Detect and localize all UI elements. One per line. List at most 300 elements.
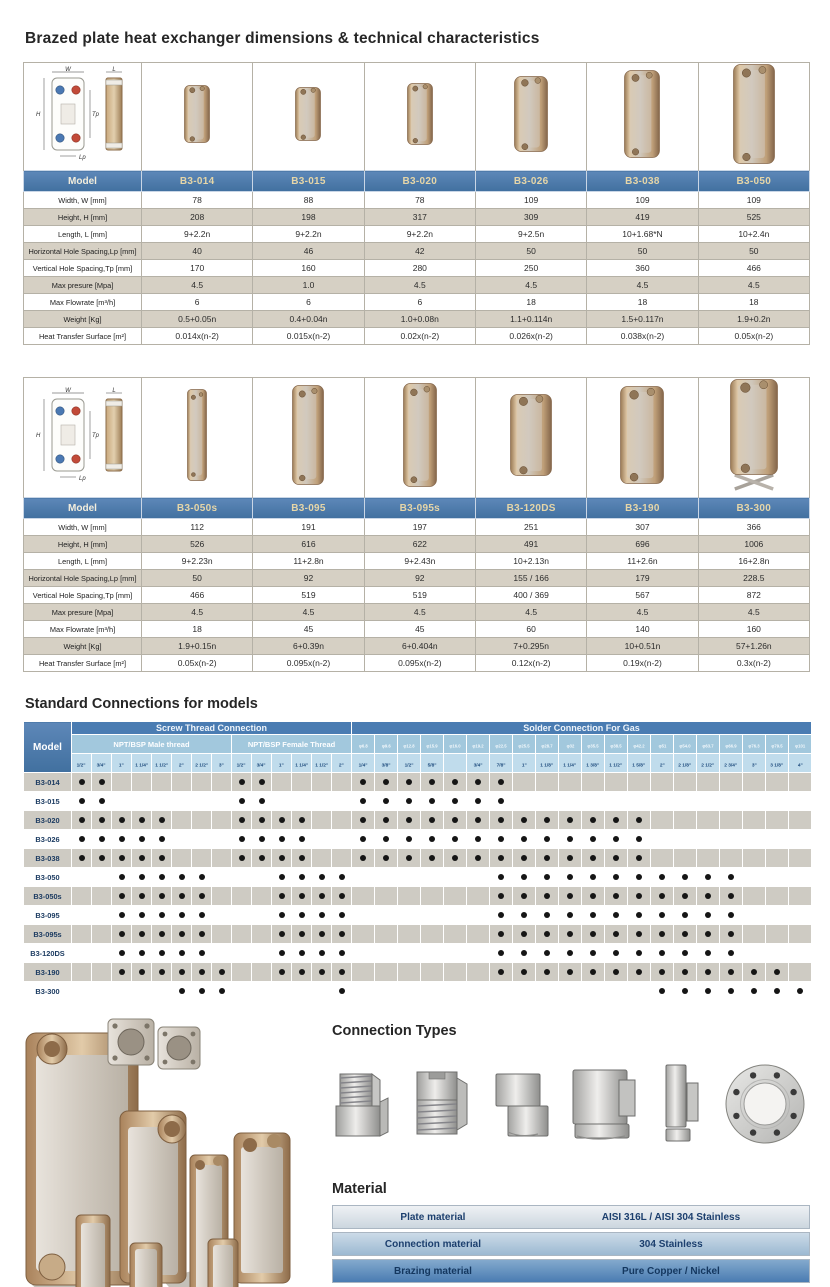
spec-row bbox=[24, 519, 810, 536]
conn-cell-solder bbox=[605, 849, 628, 868]
conn-cell-male bbox=[192, 849, 212, 868]
conn-cell-solder bbox=[789, 792, 812, 811]
conn-cell-solder bbox=[582, 792, 605, 811]
spec-value: 4.5 bbox=[698, 277, 809, 294]
connection-dot bbox=[682, 874, 688, 880]
conn-cell-solder bbox=[467, 944, 490, 963]
conn-cell-male bbox=[152, 849, 172, 868]
conn-cell-male bbox=[152, 982, 172, 1001]
solder-diameter-label: φ51 bbox=[658, 744, 666, 750]
conn-cell-female bbox=[232, 925, 252, 944]
conn-cell-male bbox=[72, 887, 92, 906]
connection-dot bbox=[299, 931, 305, 937]
spec-value: 198 bbox=[253, 209, 364, 226]
spec-row bbox=[24, 294, 810, 311]
solder-diameter-label: φ19.2 bbox=[472, 744, 484, 750]
female-size-label: 2" bbox=[339, 762, 344, 769]
connection-dot bbox=[406, 798, 412, 804]
conn-cell-male bbox=[172, 982, 192, 1001]
connection-dot bbox=[299, 969, 305, 975]
conn-cell-solder bbox=[352, 963, 375, 982]
spec-value: 419 bbox=[587, 209, 698, 226]
spec-row bbox=[24, 553, 810, 570]
connection-dot bbox=[590, 836, 596, 842]
conn-cell-solder bbox=[467, 792, 490, 811]
solder-diameter-header bbox=[444, 735, 467, 754]
connections-row bbox=[24, 925, 812, 944]
spec-value: 491 bbox=[475, 536, 586, 553]
connection-dot bbox=[259, 855, 265, 861]
conn-cell-solder bbox=[559, 944, 582, 963]
conn-cell-solder bbox=[490, 849, 513, 868]
conn-cell-female bbox=[272, 811, 292, 830]
connection-dot bbox=[705, 893, 711, 899]
spec-value: 0.02x(n-2) bbox=[364, 328, 475, 345]
conn-cell-solder bbox=[398, 868, 421, 887]
spec-value: 0.19x(n-2) bbox=[587, 655, 698, 672]
conn-cell-solder bbox=[674, 792, 697, 811]
conn-cell-solder bbox=[559, 887, 582, 906]
connection-dot bbox=[299, 912, 305, 918]
connection-dot bbox=[751, 988, 757, 994]
connection-dot bbox=[159, 817, 165, 823]
solder-diameter-label: φ66.9 bbox=[725, 744, 737, 750]
male-size-header bbox=[132, 754, 152, 773]
solder-size-label: 3/8" bbox=[381, 762, 391, 769]
connection-dot bbox=[590, 950, 596, 956]
conn-cell-solder bbox=[651, 830, 674, 849]
conn-cell-female bbox=[312, 982, 332, 1001]
connection-dot bbox=[159, 912, 165, 918]
conn-cell-male bbox=[152, 925, 172, 944]
male-size-label: 2" bbox=[179, 762, 184, 769]
conn-cell-solder bbox=[628, 925, 651, 944]
connection-dot bbox=[119, 817, 125, 823]
spec-row bbox=[24, 655, 810, 672]
solder-size-label: 1 5/8" bbox=[632, 762, 646, 769]
conn-cell-solder bbox=[674, 830, 697, 849]
spec-value: 0.5+0.05n bbox=[142, 311, 253, 328]
spec-row-label: Height, H [mm] bbox=[24, 536, 142, 553]
conn-cell-male bbox=[112, 982, 132, 1001]
spec-row-label: Vertical Hole Spacing,Tp [mm] bbox=[24, 260, 142, 277]
connections-model-b3-050: B3-050 bbox=[24, 868, 72, 887]
conn-cell-solder bbox=[467, 830, 490, 849]
conn-cell-solder bbox=[375, 830, 398, 849]
connection-dot bbox=[613, 969, 619, 975]
spec-value: 50 bbox=[587, 243, 698, 260]
connection-dot bbox=[728, 950, 734, 956]
exchanger-image bbox=[407, 83, 433, 145]
model-header-b3-095s: B3-095s bbox=[364, 498, 475, 519]
conn-cell-female bbox=[232, 773, 252, 792]
conn-cell-solder bbox=[674, 811, 697, 830]
material-row-label: Brazing material bbox=[394, 1265, 472, 1277]
connection-dot bbox=[498, 798, 504, 804]
solder-size-label: 3" bbox=[751, 762, 757, 769]
product-image-b3-038 bbox=[587, 63, 698, 171]
connection-dot bbox=[179, 931, 185, 937]
conn-cell-solder bbox=[536, 849, 559, 868]
conn-cell-solder bbox=[697, 982, 720, 1001]
spec-value: 112 bbox=[142, 519, 253, 536]
spec-value: 6+0.404n bbox=[364, 638, 475, 655]
conn-cell-solder bbox=[674, 868, 697, 887]
conn-cell-solder bbox=[467, 925, 490, 944]
solder-diameter-header bbox=[697, 735, 720, 754]
conn-cell-male bbox=[132, 963, 152, 982]
connection-dot bbox=[613, 855, 619, 861]
connection-dot bbox=[339, 950, 345, 956]
connections-row bbox=[24, 830, 812, 849]
svg-text:Lp: Lp bbox=[78, 155, 86, 161]
conn-cell-solder bbox=[444, 925, 467, 944]
conn-cell-male bbox=[192, 887, 212, 906]
conn-cell-solder bbox=[651, 811, 674, 830]
conn-cell-solder bbox=[352, 830, 375, 849]
connection-dot bbox=[239, 836, 245, 842]
solder-diameter-label: φ42.2 bbox=[633, 744, 645, 750]
connection-dot bbox=[774, 969, 780, 975]
spec-value: 466 bbox=[142, 587, 253, 604]
conn-cell-solder bbox=[766, 868, 789, 887]
conn-cell-male bbox=[112, 925, 132, 944]
conn-cell-female bbox=[252, 944, 272, 963]
conn-cell-solder bbox=[605, 963, 628, 982]
conn-cell-solder bbox=[467, 963, 490, 982]
spec-value: 10+2.4n bbox=[698, 226, 809, 243]
conn-cell-solder bbox=[490, 830, 513, 849]
spec-value: 208 bbox=[142, 209, 253, 226]
spec-value: 179 bbox=[587, 570, 698, 587]
connection-dot bbox=[567, 950, 573, 956]
model-header-b3-014: B3-014 bbox=[142, 171, 253, 192]
conn-cell-male bbox=[172, 830, 192, 849]
conn-cell-solder bbox=[766, 773, 789, 792]
conn-cell-solder bbox=[490, 906, 513, 925]
conn-cell-solder bbox=[697, 849, 720, 868]
connection-dot bbox=[360, 779, 366, 785]
conn-cell-solder bbox=[421, 868, 444, 887]
conn-cell-male bbox=[132, 906, 152, 925]
conn-cell-solder bbox=[444, 906, 467, 925]
conn-cell-solder bbox=[674, 982, 697, 1001]
conn-cell-solder bbox=[444, 868, 467, 887]
conn-cell-male bbox=[192, 906, 212, 925]
solder-diameter-label: φ15.9 bbox=[426, 744, 438, 750]
connection-dot bbox=[239, 817, 245, 823]
spec-value: 1006 bbox=[698, 536, 809, 553]
material-row-value: Pure Copper / Nickel bbox=[622, 1265, 720, 1277]
conn-cell-female bbox=[252, 963, 272, 982]
spec-value: 16+2.8n bbox=[698, 553, 809, 570]
conn-cell-female bbox=[292, 982, 312, 1001]
connection-dot bbox=[319, 912, 325, 918]
spec-value: 6 bbox=[142, 294, 253, 311]
spec-value: 4.5 bbox=[142, 277, 253, 294]
solder-size-header bbox=[789, 754, 812, 773]
connection-dot bbox=[406, 836, 412, 842]
connection-dot bbox=[299, 874, 305, 880]
conn-cell-solder bbox=[697, 868, 720, 887]
conn-cell-male bbox=[132, 849, 152, 868]
conn-cell-solder bbox=[490, 982, 513, 1001]
connection-dot bbox=[429, 836, 435, 842]
spec-row-label: Width, W [mm] bbox=[24, 192, 142, 209]
conn-cell-female bbox=[272, 906, 292, 925]
conn-cell-solder bbox=[789, 830, 812, 849]
connection-dot bbox=[636, 969, 642, 975]
conn-cell-solder bbox=[628, 963, 651, 982]
male-size-header bbox=[152, 754, 172, 773]
product-image-b3-050 bbox=[698, 63, 809, 171]
conn-cell-male bbox=[112, 773, 132, 792]
connection-dot bbox=[179, 988, 185, 994]
conn-cell-solder bbox=[743, 792, 766, 811]
connection-dot bbox=[544, 912, 550, 918]
spec-value: 0.05x(n-2) bbox=[142, 655, 253, 672]
spec-value: 526 bbox=[142, 536, 253, 553]
conn-cell-solder bbox=[421, 792, 444, 811]
spec-value: 4.5 bbox=[475, 277, 586, 294]
conn-cell-solder bbox=[421, 830, 444, 849]
connection-dot bbox=[498, 874, 504, 880]
conn-cell-solder bbox=[513, 830, 536, 849]
connection-dot bbox=[360, 836, 366, 842]
connection-dot bbox=[79, 779, 85, 785]
spec-row-label: Vertical Hole Spacing,Tp [mm] bbox=[24, 587, 142, 604]
connection-dot bbox=[475, 779, 481, 785]
male-size-label: 3" bbox=[219, 762, 224, 769]
spec-row-label: Length, L [mm] bbox=[24, 226, 142, 243]
connection-dot bbox=[159, 836, 165, 842]
conn-cell-female bbox=[272, 773, 292, 792]
conn-cell-female bbox=[272, 868, 292, 887]
connection-dot bbox=[79, 836, 85, 842]
spec-header-row bbox=[24, 171, 810, 192]
material-row-label: Plate material bbox=[400, 1211, 466, 1223]
conn-cell-male bbox=[72, 982, 92, 1001]
conn-cell-solder bbox=[513, 792, 536, 811]
conn-cell-male bbox=[152, 868, 172, 887]
connection-dot bbox=[544, 855, 550, 861]
connection-dot bbox=[279, 931, 285, 937]
spec-row-label: Height, H [mm] bbox=[24, 209, 142, 226]
connection-dot bbox=[498, 836, 504, 842]
spec-value: 9+2.2n bbox=[364, 226, 475, 243]
conn-cell-male bbox=[212, 944, 232, 963]
solder-size-label: 1 1/8" bbox=[540, 762, 554, 769]
conn-cell-female bbox=[332, 773, 352, 792]
conn-cell-solder bbox=[651, 982, 674, 1001]
connection-dot bbox=[119, 969, 125, 975]
spec-row bbox=[24, 587, 810, 604]
connection-dot bbox=[728, 874, 734, 880]
conn-cell-solder bbox=[467, 887, 490, 906]
connection-dot bbox=[567, 855, 573, 861]
spec-value: 4.5 bbox=[364, 604, 475, 621]
connections-table bbox=[23, 721, 812, 1001]
connection-dot bbox=[139, 912, 145, 918]
conn-header-row-3 bbox=[24, 754, 812, 773]
connections-model-b3-026: B3-026 bbox=[24, 830, 72, 849]
solder-diameter-header bbox=[789, 735, 812, 754]
conn-cell-female bbox=[252, 887, 272, 906]
connection-dot bbox=[139, 969, 145, 975]
conn-cell-solder bbox=[720, 849, 743, 868]
conn-cell-solder bbox=[697, 773, 720, 792]
spec-value: 4.5 bbox=[587, 277, 698, 294]
spec-value: 0.095x(n-2) bbox=[364, 655, 475, 672]
spec-row bbox=[24, 277, 810, 294]
female-size-header bbox=[312, 754, 332, 773]
solder-size-header bbox=[582, 754, 605, 773]
conn-cell-solder bbox=[352, 849, 375, 868]
female-size-header bbox=[252, 754, 272, 773]
spec-row-label: Weight [Kg] bbox=[24, 638, 142, 655]
solder-size-label: 4" bbox=[797, 762, 803, 769]
svg-text:H: H bbox=[35, 112, 40, 118]
conn-cell-solder bbox=[628, 849, 651, 868]
conn-cell-solder bbox=[605, 792, 628, 811]
spec-value: 4.5 bbox=[253, 604, 364, 621]
connection-dot bbox=[199, 969, 205, 975]
conn-cell-male bbox=[92, 963, 112, 982]
solder-size-header bbox=[513, 754, 536, 773]
conn-cell-female bbox=[292, 792, 312, 811]
conn-cell-male bbox=[192, 944, 212, 963]
spec-value: 1.5+0.117n bbox=[587, 311, 698, 328]
connection-dot bbox=[139, 950, 145, 956]
conn-cell-female bbox=[292, 811, 312, 830]
conn-cell-solder bbox=[398, 811, 421, 830]
spec-value: 140 bbox=[587, 621, 698, 638]
connection-dot bbox=[99, 855, 105, 861]
conn-cell-solder bbox=[697, 906, 720, 925]
conn-cell-solder bbox=[375, 811, 398, 830]
connection-dot bbox=[590, 969, 596, 975]
solder-size-label: 1 1/2" bbox=[609, 762, 623, 769]
conn-cell-female bbox=[272, 925, 292, 944]
connections-model-b3-020: B3-020 bbox=[24, 811, 72, 830]
conn-cell-solder bbox=[375, 982, 398, 1001]
solder-size-label: 3 1/8" bbox=[770, 762, 784, 769]
connection-dot bbox=[159, 874, 165, 880]
material-row-label: Connection material bbox=[384, 1238, 482, 1250]
spec-value: 160 bbox=[698, 621, 809, 638]
conn-cell-solder bbox=[651, 792, 674, 811]
conn-cell-solder bbox=[421, 849, 444, 868]
conn-cell-solder bbox=[582, 830, 605, 849]
solder-diameter-label: φ22.5 bbox=[495, 744, 507, 750]
connection-dot bbox=[299, 836, 305, 842]
connection-dot bbox=[728, 912, 734, 918]
conn-cell-male bbox=[192, 773, 212, 792]
connections-model-b3-038: B3-038 bbox=[24, 849, 72, 868]
conn-cell-solder bbox=[697, 830, 720, 849]
conn-cell-male bbox=[212, 925, 232, 944]
conn-cell-solder bbox=[375, 906, 398, 925]
solder-size-label: 1/4" bbox=[358, 762, 368, 769]
connection-dot bbox=[636, 855, 642, 861]
connection-dot bbox=[544, 874, 550, 880]
spec-value: 109 bbox=[475, 192, 586, 209]
spec-value: 228.5 bbox=[698, 570, 809, 587]
solder-size-header bbox=[444, 754, 467, 773]
connection-dot bbox=[299, 855, 305, 861]
spec-value: 109 bbox=[698, 192, 809, 209]
solder-diameter-label: φ32 bbox=[566, 744, 574, 750]
conn-cell-female bbox=[272, 963, 292, 982]
exchanger-image bbox=[292, 385, 324, 485]
connections-model-b3-050s: B3-050s bbox=[24, 887, 72, 906]
connection-dot bbox=[452, 798, 458, 804]
conn-cell-male bbox=[72, 906, 92, 925]
connection-dot bbox=[452, 836, 458, 842]
connection-dot bbox=[475, 798, 481, 804]
conn-cell-solder bbox=[375, 925, 398, 944]
spec-value: 50 bbox=[142, 570, 253, 587]
connection-dot bbox=[119, 874, 125, 880]
solder-size-header bbox=[352, 754, 375, 773]
solder-size-header bbox=[605, 754, 628, 773]
conn-cell-male bbox=[212, 887, 232, 906]
conn-cell-female bbox=[312, 925, 332, 944]
product-image-b3-095 bbox=[253, 378, 364, 498]
connection-dot bbox=[498, 931, 504, 937]
solder-size-header bbox=[743, 754, 766, 773]
spec-value: 519 bbox=[253, 587, 364, 604]
male-thread-subheader: NPT/BSP Male thread bbox=[72, 735, 232, 754]
conn-cell-male bbox=[132, 868, 152, 887]
connection-dot bbox=[498, 779, 504, 785]
conn-cell-female bbox=[332, 982, 352, 1001]
solder-size-header bbox=[490, 754, 513, 773]
conn-cell-solder bbox=[651, 906, 674, 925]
conn-cell-solder bbox=[605, 773, 628, 792]
connection-dot bbox=[429, 779, 435, 785]
connection-dot bbox=[613, 931, 619, 937]
connection-dot bbox=[498, 969, 504, 975]
conn-cell-male bbox=[172, 773, 192, 792]
conn-cell-male bbox=[92, 944, 112, 963]
conn-cell-solder bbox=[352, 868, 375, 887]
conn-cell-solder bbox=[697, 963, 720, 982]
connection-dot bbox=[705, 874, 711, 880]
conn-cell-solder bbox=[628, 887, 651, 906]
conn-cell-solder bbox=[789, 944, 812, 963]
conn-cell-solder bbox=[789, 811, 812, 830]
spec-value: 0.095x(n-2) bbox=[253, 655, 364, 672]
connections-model-b3-190: B3-190 bbox=[24, 963, 72, 982]
spec-row bbox=[24, 604, 810, 621]
conn-cell-solder bbox=[789, 963, 812, 982]
conn-cell-male bbox=[152, 963, 172, 982]
conn-cell-solder bbox=[490, 792, 513, 811]
svg-text:L: L bbox=[111, 388, 116, 394]
spec-value: 92 bbox=[364, 570, 475, 587]
spec-value: 6 bbox=[253, 294, 364, 311]
conn-cell-male bbox=[92, 830, 112, 849]
connection-dot bbox=[590, 931, 596, 937]
conn-cell-solder bbox=[743, 830, 766, 849]
conn-cell-solder bbox=[628, 830, 651, 849]
connection-dot bbox=[339, 931, 345, 937]
connection-dot bbox=[199, 988, 205, 994]
solder-size-header bbox=[375, 754, 398, 773]
solder-size-label: 1 1/4" bbox=[563, 762, 577, 769]
conn-cell-solder bbox=[605, 830, 628, 849]
